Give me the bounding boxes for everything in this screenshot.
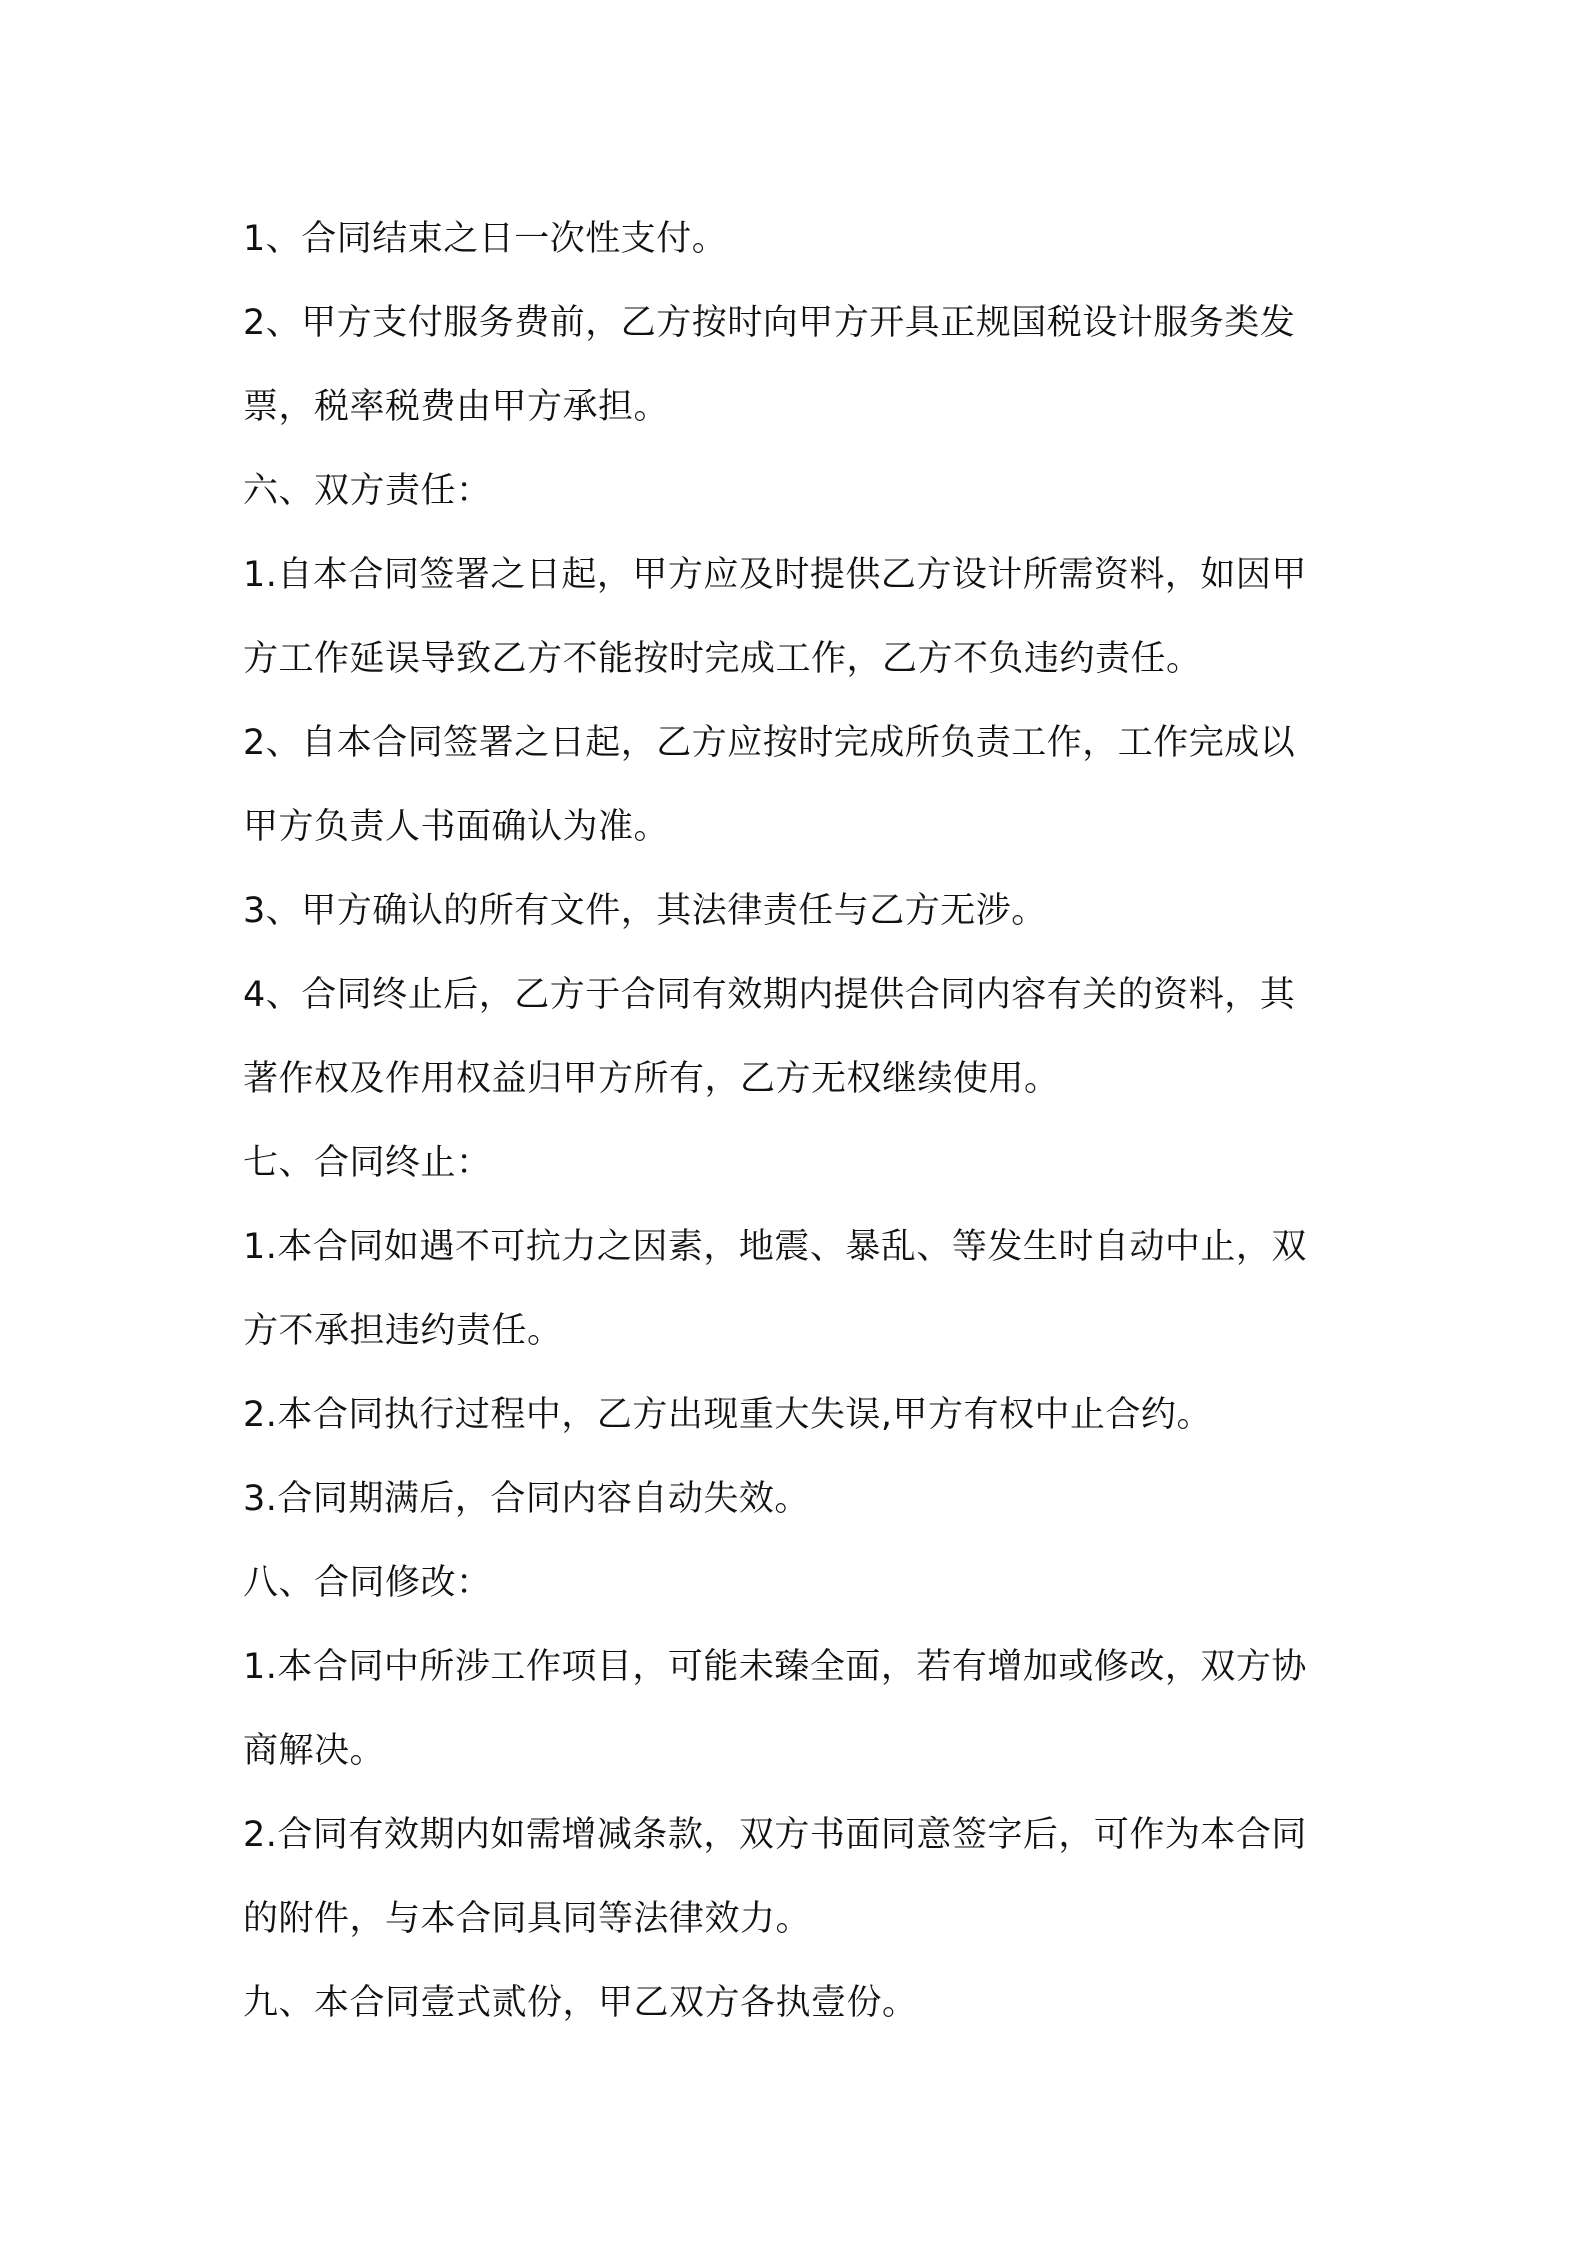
responsibility-clause-2-cont: 甲方负责人书面确认为准。	[243, 807, 670, 847]
section-heading-termination: 七、合同终止：	[243, 1143, 492, 1183]
termination-clause-1: 1.本合同如遇不可抗力之因素，地震、暴乱、等发生时自动中止，双	[243, 1227, 1307, 1267]
section-heading-copies: 九、本合同壹式贰份，甲乙双方各执壹份。	[243, 1983, 918, 2023]
payment-clause-2: 2、甲方支付服务费前，乙方按时向甲方开具正规国税设计服务类发	[243, 303, 1296, 343]
amendment-clause-1-cont: 商解决。	[243, 1731, 386, 1771]
amendment-clause-2-cont: 的附件，与本合同具同等法律效力。	[243, 1899, 812, 1939]
termination-clause-3: 3.合同期满后，合同内容自动失效。	[243, 1479, 810, 1519]
payment-clause-1: 1、合同结束之日一次性支付。	[243, 219, 728, 259]
section-heading-responsibilities: 六、双方责任：	[243, 471, 492, 511]
responsibility-clause-4: 4、合同终止后，乙方于合同有效期内提供合同内容有关的资料，其	[243, 975, 1296, 1015]
amendment-clause-1: 1.本合同中所涉工作项目，可能未臻全面，若有增加或修改，双方协	[243, 1647, 1307, 1687]
responsibility-clause-4-cont: 著作权及作用权益归甲方所有，乙方无权继续使用。	[243, 1059, 1060, 1099]
responsibility-clause-1-cont: 方工作延误导致乙方不能按时完成工作，乙方不负违约责任。	[243, 639, 1202, 679]
payment-clause-2-cont: 票，税率税费由甲方承担。	[243, 387, 670, 427]
responsibility-clause-1: 1.自本合同签署之日起，甲方应及时提供乙方设计所需资料，如因甲	[243, 555, 1307, 595]
document-body	[243, 197, 1358, 2045]
responsibility-clause-3: 3、甲方确认的所有文件，其法律责任与乙方无涉。	[243, 891, 1047, 931]
termination-clause-1-cont: 方不承担违约责任。	[243, 1311, 563, 1351]
amendment-clause-2: 2.合同有效期内如需增减条款，双方书面同意签字后，可作为本合同	[243, 1815, 1307, 1855]
termination-clause-2: 2.本合同执行过程中，乙方出现重大失误,甲方有权中止合约。	[243, 1395, 1213, 1435]
section-heading-amendment: 八、合同修改：	[243, 1563, 492, 1603]
responsibility-clause-2: 2、自本合同签署之日起，乙方应按时完成所负责工作，工作完成以	[243, 723, 1296, 763]
